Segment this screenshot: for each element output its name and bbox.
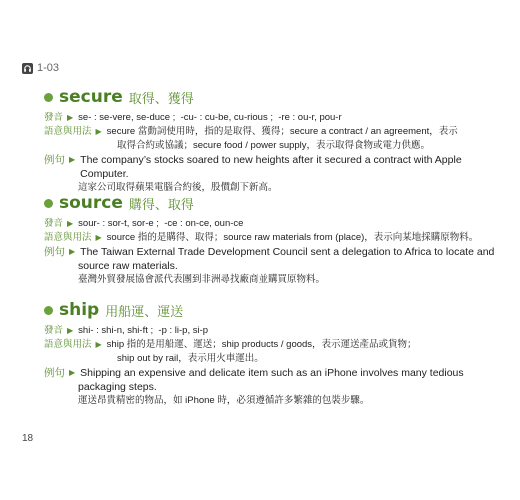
arrow-icon: ▶ [95,233,102,242]
example-translation: 這家公司取得蘋果電腦合約後，股價創下新高。 [78,182,278,193]
arrow-icon: ▶ [67,113,74,122]
usage-label: 語意與用法 [44,126,92,137]
usage-label: 語意與用法 [44,339,92,350]
pron-part: sour- : sor-t, sor-e ; [78,218,159,229]
pron-part: se- : se-vere, se-duce ; [78,112,176,123]
vocab-entry-source [44,193,506,287]
bullet-icon [44,93,53,102]
arrow-icon: ▶ [69,247,76,256]
headword-meaning: 取得、獲得 [128,90,194,106]
arrow-icon: ▶ [67,219,74,228]
pron-part: -cu- : cu-be, cu-rious ; [180,112,273,123]
example-label: 例句 [44,154,65,166]
headphone-icon[interactable] [22,63,33,74]
example-row [44,245,506,259]
headword-meaning: 用船運、運送 [105,303,184,319]
usage-text: source 指的是購得、取得；source raw materials from (place)，表示向某地採購原物料。 [106,232,479,243]
headword: source [59,193,123,213]
bullet-icon [44,199,53,208]
pron-part: -ce : on-ce, oun-ce [164,218,244,229]
pron-part: shi- : shi-n, shi-ft ; [78,325,154,336]
vocab-entry-secure [44,87,506,195]
track-number: 1-03 [37,62,60,74]
example-translation: 臺灣外貿發展協會派代表團到非洲尋找廠商並購買原物料。 [78,274,326,285]
example-label: 例句 [44,246,65,258]
usage-label: 語意與用法 [44,232,92,243]
example-translation: 運送昂貴精密的物品，如 iPhone 時，必須遵循許多繁雜的包裝步驟。 [78,395,370,406]
page-number: 18 [22,433,34,444]
example-continuation: source raw materials. [78,260,178,272]
pron-part: -re : ou-r, pou-r [278,112,342,123]
example-continuation: packaging steps. [78,381,157,393]
usage-row [44,338,506,352]
arrow-icon: ▶ [95,340,102,349]
pronunciation-label: 發音 [44,112,64,123]
pronunciation-label: 發音 [44,325,64,336]
track-marker[interactable] [22,62,59,74]
usage-text: secure 當動詞使用時，指的是取得、獲得；secure a contract / an agreement，表示 [106,126,458,137]
example-row [44,153,506,181]
usage-continuation: ship out by rail，表示用火車運出。 [117,353,264,364]
headword-meaning: 購得、取得 [128,196,194,212]
example-label: 例句 [44,367,65,379]
bullet-icon [44,306,53,315]
example-sentence: Shipping an expensive and delicate item such as an iPhone involves many tedious [80,367,464,379]
pronunciation-row [44,324,506,338]
usage-row [44,231,506,245]
example-row [44,366,506,380]
usage-text: ship 指的是用船運、運送；ship products / goods，表示運送產品或貨物； [106,339,417,350]
arrow-icon: ▶ [67,326,74,335]
example-sentence: The Taiwan External Trade Development Council sent a delegation to Africa to locate and [80,246,495,258]
arrow-icon: ▶ [69,368,76,377]
usage-row [44,125,506,139]
headword: secure [59,87,123,107]
headword: ship [59,300,100,320]
vocab-entry-ship [44,300,506,408]
pron-part: -p : li-p, si-p [158,325,209,336]
pronunciation-label: 發音 [44,218,64,229]
arrow-icon: ▶ [69,155,76,164]
usage-continuation: 取得合約或協議；secure food / power supply，表示取得食物或電力供應。 [117,140,431,151]
arrow-icon: ▶ [95,127,102,136]
pronunciation-row [44,217,506,231]
pronunciation-row [44,111,506,125]
example-sentence: The company’s stocks soared to new heights after it secured a contract with Apple Computer. [80,154,462,180]
